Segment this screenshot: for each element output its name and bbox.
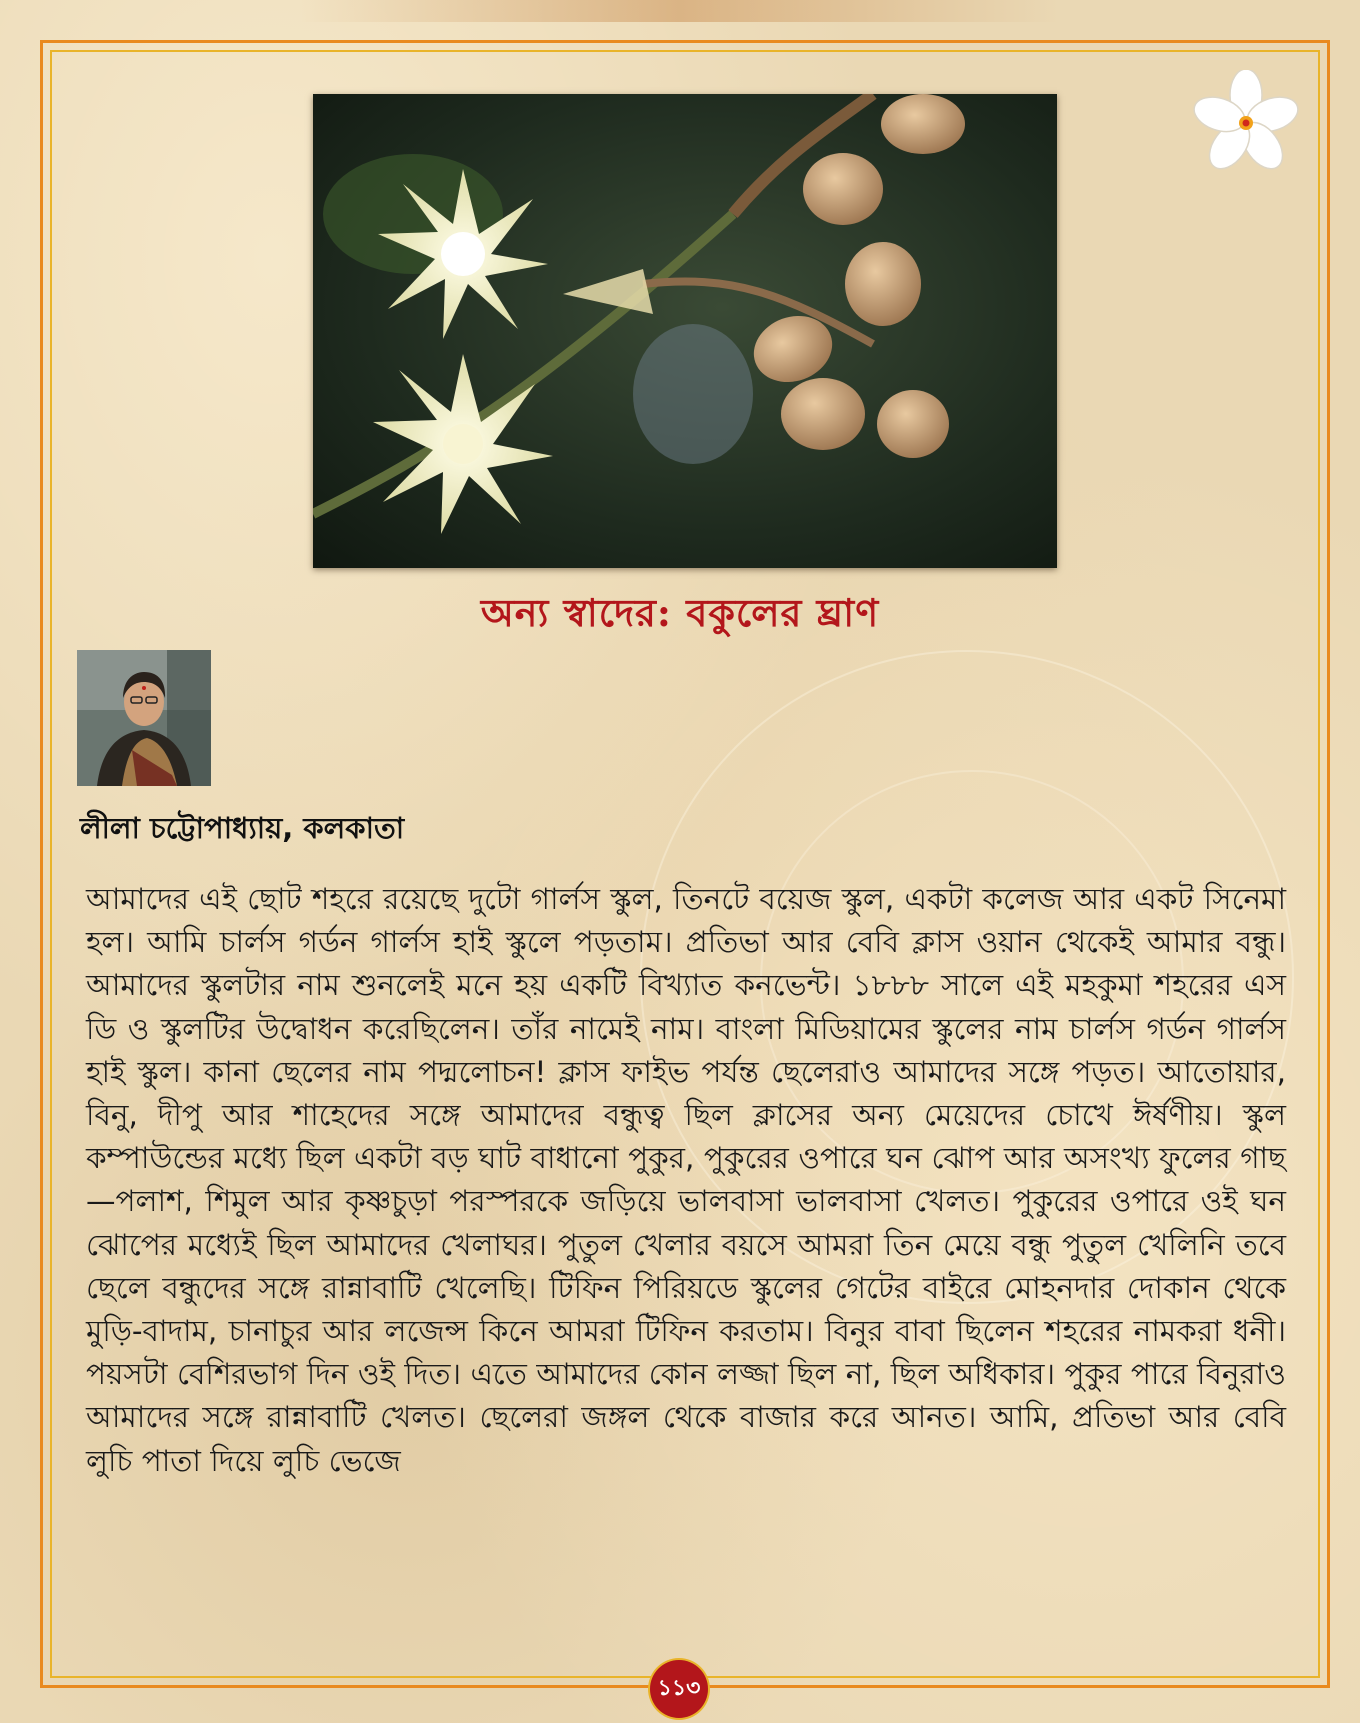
white-flower-icon: [1193, 70, 1299, 176]
bakul-flower-photo: [313, 94, 1057, 568]
author-name: লীলা চট্টোপাধ্যায়, কলকাতা: [80, 811, 405, 845]
author-photo: [77, 650, 211, 786]
article-body: আমাদের এই ছোট শহরে রয়েছে দুটো গার্লস স্কুল, তিনটে বয়েজ স্কুল, একটা কলেজ আর একট সিনেমা হল। আমি চার্লস গর্ডন গার্লস হাই স্কুলে পড়তাম। প্রতিভা আর বেবি ক্লাস ওয়ান থেকেই আমার বন্ধু। আমাদের স্কুলটার নাম শুনলেই মনে হয় একটি বিখ্যাত কনভেন্ট। ১৮৮৮ সালে এই মহকুমা শহরের এস ডি ও স্কুলটির উদ্বোধন করেছিলেন। তাঁর নামেই নাম। বাংলা মিডিয়ামের স্কুলের নাম চার্লস গর্ডন গার্লস হাই স্কুল। কানা ছেলের নাম পদ্মলোচন! ক্লাস ফাইভ পর্যন্ত ছেলেরাও আমাদের সঙ্গে পড়ত। আতোয়ার, বিনু, দীপু আর শাহেদের সঙ্গে আমাদের বন্ধুত্ব ছিল ক্লাসের অন্য মেয়েদের চোখে ঈর্ষণীয়। স্কুল কম্পাউন্ডের মধ্যে ছিল একটা বড় ঘাট বাধানো পুকুর, পুকুরের ওপারে ঘন ঝোপ আর অসংখ্য ফুলের গাছ—পলাশ, শিমুল আর কৃষ্ণচুড়া পরস্পরকে জড়িয়ে ভালবাসা ভালবাসা খেলত। পুকুরের ওপারে ওই ঘন ঝোপের মধ্যেই ছিল আমাদের খেলাঘর। পুতুল খেলার বয়সে আমরা তিন মেয়ে বন্ধু পুতুল খেলিনি তবে ছেলে বন্ধুদের সঙ্গে রান্নাবাটি খেলেছি। টিফিন পিরিয়ডে স্কুলের গেটের বাইরে মোহনদার দোকান থেকে মুড়ি-বাদাম, চানাচুর আর লজেন্স কিনে আমরা টিফিন করতাম। বিনুর বাবা ছিলেন শহরের নামকরা ধনী। পয়সটা বেশিরভাগ দিন ওই দিত। এতে আমাদের কোন লজ্জা ছিল না, ছিল অধিকার। পুকুর পারে বিনুরাও আমাদের সঙ্গে রান্নাবাটি খেলত। ছেলেরা জঙ্গল থেকে বাজার করে আনত। আমি, প্রতিভা আর বেবি লুচি পাতা দিয়ে লুচি ভেজে: [86, 882, 1286, 1478]
top-ornament: [300, 0, 1060, 22]
page-number-badge: ১১৩: [650, 1660, 708, 1718]
article-title: অন্য স্বাদের: বকুলের ঘ্রাণ: [480, 590, 880, 635]
